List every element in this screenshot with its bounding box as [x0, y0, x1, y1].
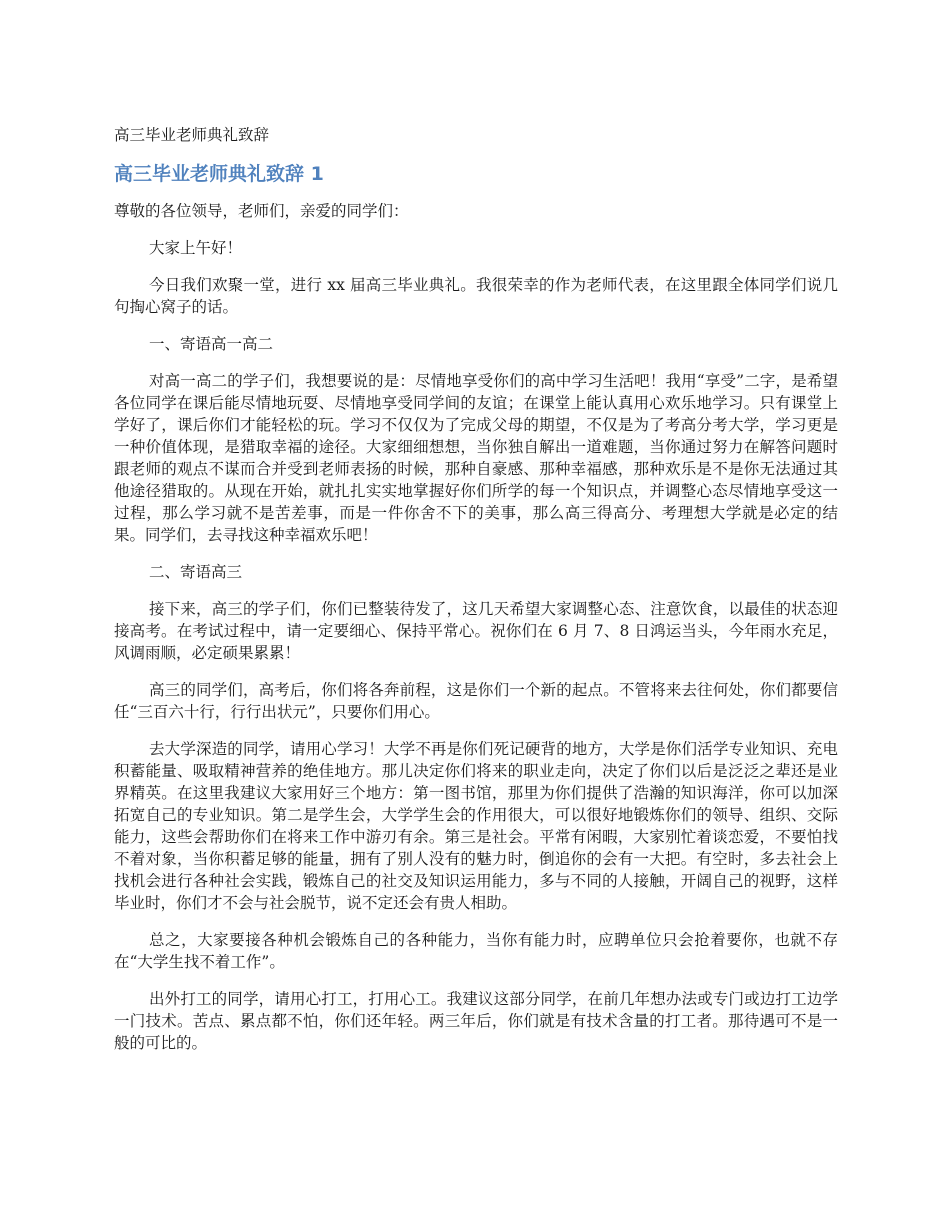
- document-page: [114, 118, 838, 1054]
- paragraph-university: 去大学深造的同学，请用心学习！大学不再是你们死记硬背的地方，大学是你们活学专业知识、充电积蓄能量、吸取精神营养的绝佳地方。那儿决定你们将来的职业走向，决定了你们以后是泛泛之辈还是业界精英。在这里我建议大家用好三个地方：第一图书馆，那里为你们提供了浩瀚的知识海洋，你可以加深拓宽自己的专业知识。第二是学生会，大学学生会的作用很大，可以很好地锻炼你们的领导、组织、交际能力，这些会帮助你们在将来工作中游刃有余。第三是社会。平常有闲暇，大家别忙着谈恋爱，不要怕找不着对象，当你积蓄足够的能量，拥有了别人没有的魅力时，倒追你的会有一大把。有空时，多去社会上找机会进行各种社会实践，锻炼自己的社交及知识运用能力，多与不同的人接触，开阔自己的视野，这样毕业时，你们才不会与社会脱节，说不定还会有贵人相助。: [114, 740, 838, 912]
- subheading-grade-3: 二、寄语高三: [149, 563, 243, 581]
- paragraph-summary: 总之，大家要接各种机会锻炼自己的各种能力，当你有能力时，应聘单位只会抢着要你，也就不存在“大学生找不着工作”。: [114, 931, 838, 971]
- subheading-grade-1-2: 一、寄语高一高二: [149, 335, 274, 353]
- section-heading: 高三毕业老师典礼致辞 1: [114, 163, 324, 185]
- paragraph-grade-3: 接下来，高三的学子们，你们已整装待发了，这几天希望大家调整心态、注意饮食，以最佳的状态迎接高考。在考试过程中，请一定要细心、保持平常心。祝你们在 6 月 7、8 日鸿运当头，今年雨水充足，风调雨顺，必定硕果累累！: [114, 600, 838, 662]
- paragraph-after-exam: 高三的同学们，高考后，你们将各奔前程，这是你们一个新的起点。不管将来去往何处，你们都要信任“三百六十行，行行出状元”，只要你们用心。: [114, 681, 838, 721]
- paragraph-working: 出外打工的同学，请用心打工，打用心工。我建议这部分同学，在前几年想办法或专门或边打工边学一门技术。苦点、累点都不怕，你们还年轻。两三年后，你们就是有技术含量的打工者。那待遇可不是一般的可比的。: [114, 990, 838, 1052]
- paragraph-grade-1-2: 对高一高二的学子们，我想要说的是：尽情地享受你们的高中学习生活吧！我用“享受”二字，是希望各位同学在课后能尽情地玩耍、尽情地享受同学间的友谊；在课堂上能认真用心欢乐地学习。只有课堂上学好了，课后你们才能轻松的玩。学习不仅仅为了完成父母的期望，不仅是为了考高分考大学，学习更是一种价值体现，是猎取幸福的途径。大家细细想想，当你独自解出一道难题，当你通过努力在解答问题时跟老师的观点不谋而合并受到老师表扬的时候，那种自豪感、那种幸福感，那种欢乐是不是你无法通过其他途径猎取的。从现在开始，就扎扎实实地掌握好你们所学的每一个知识点，并调整心态尽情地享受这一过程，那么学习就不是苦差事，而是一件你舍不下的美事，那么高三得高分、考理想大学就是必定的结果。同学们，去寻找这种幸福欢乐吧！: [114, 372, 838, 544]
- paragraph-greeting: 大家上午好！: [149, 239, 243, 257]
- paragraph-intro: 今日我们欢聚一堂，进行 xx 届高三毕业典礼。我很荣幸的作为老师代表，在这里跟全体同学们说几句掏心窝子的话。: [114, 276, 838, 316]
- salutation: 尊敬的各位领导，老师们，亲爱的同学们：: [114, 202, 409, 220]
- document-title: 高三毕业老师典礼致辞: [114, 126, 270, 144]
